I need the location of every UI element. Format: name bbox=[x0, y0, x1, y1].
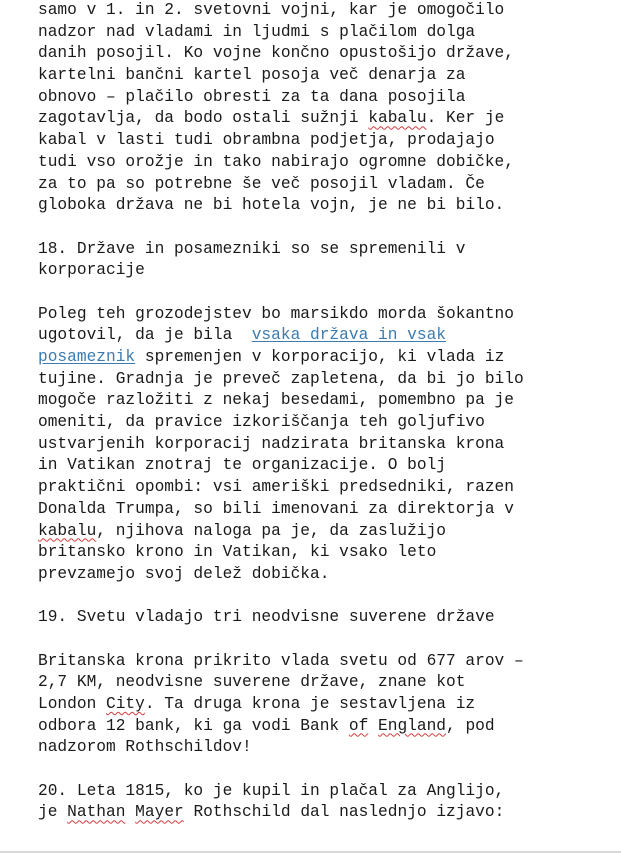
text-line: 2,7 KM, neodvisne suverene države, znane kot bbox=[38, 673, 466, 692]
text-segment: odbora 12 bank, ki ga vodi Bank bbox=[38, 716, 349, 735]
paragraph-gap bbox=[38, 586, 616, 608]
text-segment: zagotavlja, da bodo ostali sužnji bbox=[38, 109, 369, 128]
text-line bbox=[38, 716, 616, 738]
text-line: nadzor nad vladami in ljudmi s plačilom dolga bbox=[38, 22, 476, 41]
section-heading bbox=[38, 239, 616, 282]
spellcheck-word[interactable]: of bbox=[348, 716, 369, 735]
text-line: obnovo – plačilo obresti za ta dana posojila bbox=[38, 87, 466, 106]
text-line: in Vatikan znotraj te organizacije. O bolj bbox=[38, 456, 446, 475]
text-segment: , pod bbox=[446, 716, 495, 735]
paragraph bbox=[38, 651, 616, 759]
text-segment: spremenjen v korporacijo, ki vlada iz bbox=[135, 348, 505, 366]
heading-line: 18. Države in posamezniki so se spremenili v bbox=[38, 239, 466, 258]
text-line: prevzamejo svoj delež dobička. bbox=[38, 564, 330, 583]
text-segment: Rothschild dal naslednjo izjavo: bbox=[183, 803, 505, 822]
heading-line: 20. Leta 1815, ko je kupil in plačal za Anglijo, bbox=[38, 781, 505, 800]
paragraph-gap bbox=[38, 759, 616, 781]
text-line: nadzorom Rothschildov! bbox=[38, 738, 252, 757]
text-line bbox=[38, 325, 616, 347]
text-line: globoka država ne bi hotela vojn, je ne bi bilo. bbox=[38, 196, 505, 215]
text-segment bbox=[125, 803, 135, 821]
text-line: samo v 1. in 2. svetovni vojni, kar je omogočilo bbox=[38, 1, 505, 19]
text-line: kabal v lasti tudi obrambna podjetja, prodajajo bbox=[38, 131, 495, 150]
heading-line bbox=[38, 802, 616, 824]
spellcheck-word[interactable]: kabalu bbox=[38, 521, 97, 540]
spellcheck-word[interactable]: Nathan bbox=[67, 803, 126, 822]
document-body bbox=[38, 0, 616, 824]
spellcheck-word[interactable]: England bbox=[378, 716, 447, 735]
text-line: ustvarjenih korporacij nadzirata britanska krona bbox=[38, 434, 505, 453]
heading-line: 19. Svetu vladajo tri neodvisne suverene države bbox=[38, 608, 495, 627]
section-heading bbox=[38, 781, 616, 824]
text-line: praktični opombi: vsi ameriški predsedniki, razen bbox=[38, 478, 514, 497]
hyperlink[interactable]: vsaka država in vsak bbox=[251, 326, 447, 345]
text-line: britansko krono in Vatikan, ki vsako leto bbox=[38, 543, 437, 562]
section-heading bbox=[38, 607, 616, 629]
text-segment: London bbox=[38, 695, 106, 713]
paragraph-gap bbox=[38, 629, 616, 651]
text-line: mogoče razložiti z nekaj besedami, pomembno pa je bbox=[38, 391, 514, 410]
text-line: tudi vso orožje in tako nabirajo ogromne dobičke, bbox=[38, 152, 514, 171]
text-line: kartelni bančni kartel posoja več denarja za bbox=[38, 66, 466, 85]
text-segment: ugotovil, da je bila bbox=[38, 326, 252, 345]
text-line: Donalda Trumpa, so bili imenovani za direktorja v bbox=[38, 499, 514, 518]
text-line: Britanska krona prikrito vlada svetu od 677 arov – bbox=[38, 651, 524, 670]
text-segment: . Ker je bbox=[426, 109, 505, 128]
paragraph bbox=[38, 0, 616, 217]
paragraph-gap bbox=[38, 282, 616, 304]
text-line bbox=[38, 347, 616, 369]
text-line bbox=[38, 521, 616, 543]
text-segment bbox=[368, 717, 378, 735]
paragraph-gap bbox=[38, 217, 616, 239]
text-line: danih posojil. Ko vojne končno opustošijo države, bbox=[38, 44, 514, 63]
spellcheck-word[interactable]: kabalu bbox=[368, 109, 427, 128]
text-line bbox=[38, 108, 616, 130]
text-segment: . Ta druga krona je sestavljena iz bbox=[144, 695, 476, 713]
heading-line: korporacije bbox=[38, 261, 145, 280]
spellcheck-word[interactable]: Mayer bbox=[135, 803, 184, 822]
text-line: Poleg teh grozodejstev bo marsikdo morda šokantno bbox=[38, 304, 514, 323]
text-line: za to pa so potrebne še več posojil vladam. Če bbox=[38, 174, 485, 193]
text-line bbox=[38, 694, 616, 716]
paragraph bbox=[38, 304, 616, 586]
text-segment: je bbox=[38, 803, 68, 822]
text-segment: , njihova naloga pa je, da zaslužijo bbox=[96, 521, 447, 540]
spellcheck-word[interactable]: City bbox=[106, 695, 145, 713]
text-line: tujine. Gradnja je preveč zapletena, da bi jo bilo bbox=[38, 369, 524, 388]
text-line: omeniti, da pravice izkoriščanja teh goljufivo bbox=[38, 413, 485, 432]
hyperlink[interactable]: posameznik bbox=[38, 348, 136, 366]
